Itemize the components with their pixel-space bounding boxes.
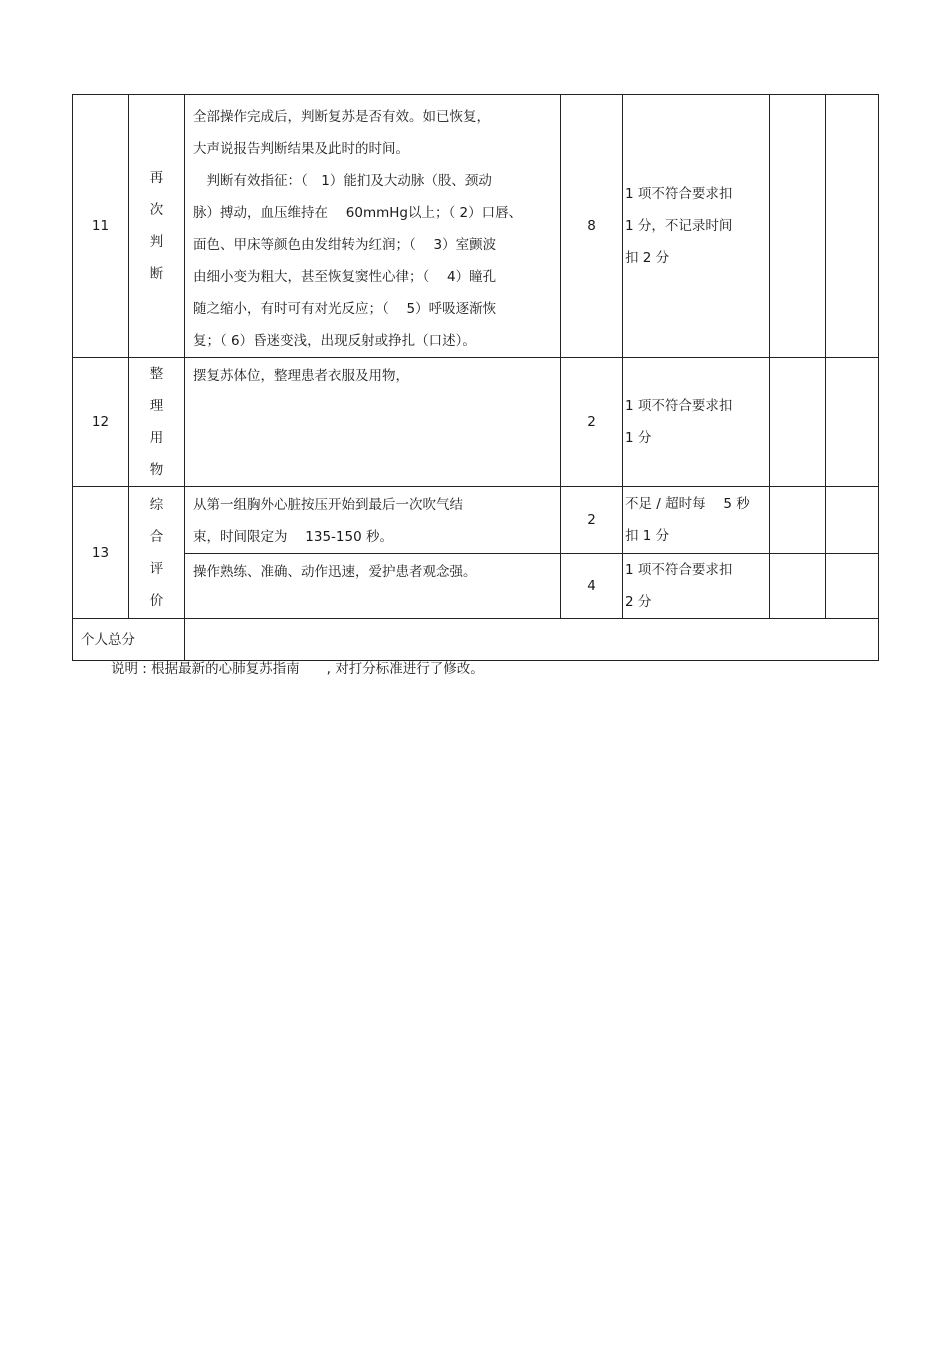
deduction-cell	[623, 95, 770, 358]
table-row	[73, 95, 879, 358]
item-char: 物	[149, 462, 164, 478]
content-line: 操作熟练、准确、动作迅速，爱护患者观念强。	[193, 564, 477, 580]
blank-cell	[826, 487, 879, 554]
item-char: 断	[149, 266, 164, 282]
blank-cell	[826, 95, 879, 358]
deduction-line: 扣 2 分	[625, 250, 670, 266]
item-char: 再	[149, 170, 164, 186]
blank-cell	[770, 95, 826, 358]
deduction-line: 不足 / 超时每 5 秒	[625, 496, 750, 512]
row-number: 12	[73, 358, 129, 487]
content-line: 从第一组胸外心脏按压开始到最后一次吹气结	[193, 497, 463, 513]
item-char: 次	[149, 202, 164, 218]
score-value: 8	[561, 95, 623, 358]
total-label: 个人总分	[81, 631, 135, 648]
deduction-line: 1 分，不记录时间	[625, 218, 733, 234]
item-char: 评	[149, 560, 164, 577]
item-char: 用	[149, 430, 164, 446]
content-line: 大声说报告判断结果及此时的时间。	[193, 141, 409, 157]
item-label	[129, 487, 185, 619]
blank-cell	[826, 358, 879, 487]
total-value-cell[interactable]	[185, 619, 879, 661]
deduction-line: 2 分	[625, 594, 652, 610]
content-cell	[185, 554, 561, 619]
deduction-line: 1 项不符合要求扣	[625, 186, 733, 202]
deduction-cell	[623, 487, 770, 554]
table-row	[73, 358, 879, 487]
item-char: 合	[149, 528, 164, 545]
item-char: 整	[149, 366, 164, 382]
content-cell	[185, 358, 561, 487]
content-line: 随之缩小，有时可有对光反应；（ 5）呼吸逐渐恢	[193, 301, 497, 317]
content-line: 判断有效指征：（ 1）能扪及大动脉（股、颈动	[193, 173, 492, 189]
deduction-line: 1 项不符合要求扣	[625, 562, 733, 578]
blank-cell	[770, 358, 826, 487]
content-line: 摆复苏体位，整理患者衣服及用物，	[193, 368, 409, 384]
content-line: 脉）搏动，血压维持在 60mmHg以上；（ 2）口唇、	[193, 205, 523, 221]
score-value: 2	[561, 358, 623, 487]
table-row	[73, 487, 879, 554]
total-label-cell	[73, 619, 185, 661]
content-line: 复；（ 6）昏迷变浅，出现反射或挣扎（口述）。	[193, 333, 476, 349]
deduction-cell	[623, 554, 770, 619]
content-line: 束，时间限定为 135-150 秒。	[193, 529, 393, 545]
item-char: 价	[149, 592, 164, 609]
row-number: 11	[73, 95, 129, 358]
item-char: 综	[149, 496, 164, 513]
item-char: 判	[149, 234, 164, 250]
table-row	[73, 554, 879, 619]
content-cell	[185, 95, 561, 358]
content-cell	[185, 487, 561, 554]
deduction-line: 1 项不符合要求扣	[625, 398, 733, 414]
item-label	[129, 358, 185, 487]
blank-cell	[826, 554, 879, 619]
item-char: 理	[149, 398, 164, 414]
score-value: 2	[561, 487, 623, 554]
deduction-cell	[623, 358, 770, 487]
score-value: 4	[561, 554, 623, 619]
content-line: 面色、甲床等颜色由发绀转为红润；（ 3）室颤波	[193, 237, 497, 253]
item-label	[129, 95, 185, 358]
total-row	[73, 619, 879, 661]
row-number: 13	[73, 487, 129, 619]
scoring-table	[72, 94, 879, 661]
content-line: 由细小变为粗大，甚至恢复窦性心律；（ 4）瞳孔	[193, 269, 497, 285]
footnote: 说明 : 根据最新的心肺复苏指南 , 对打分标准进行了修改。	[111, 661, 484, 677]
deduction-line: 扣 1 分	[625, 528, 670, 544]
deduction-line: 1 分	[625, 430, 652, 446]
content-line: 全部操作完成后，判断复苏是否有效。如已恢复，	[193, 109, 490, 125]
blank-cell	[770, 554, 826, 619]
blank-cell	[770, 487, 826, 554]
